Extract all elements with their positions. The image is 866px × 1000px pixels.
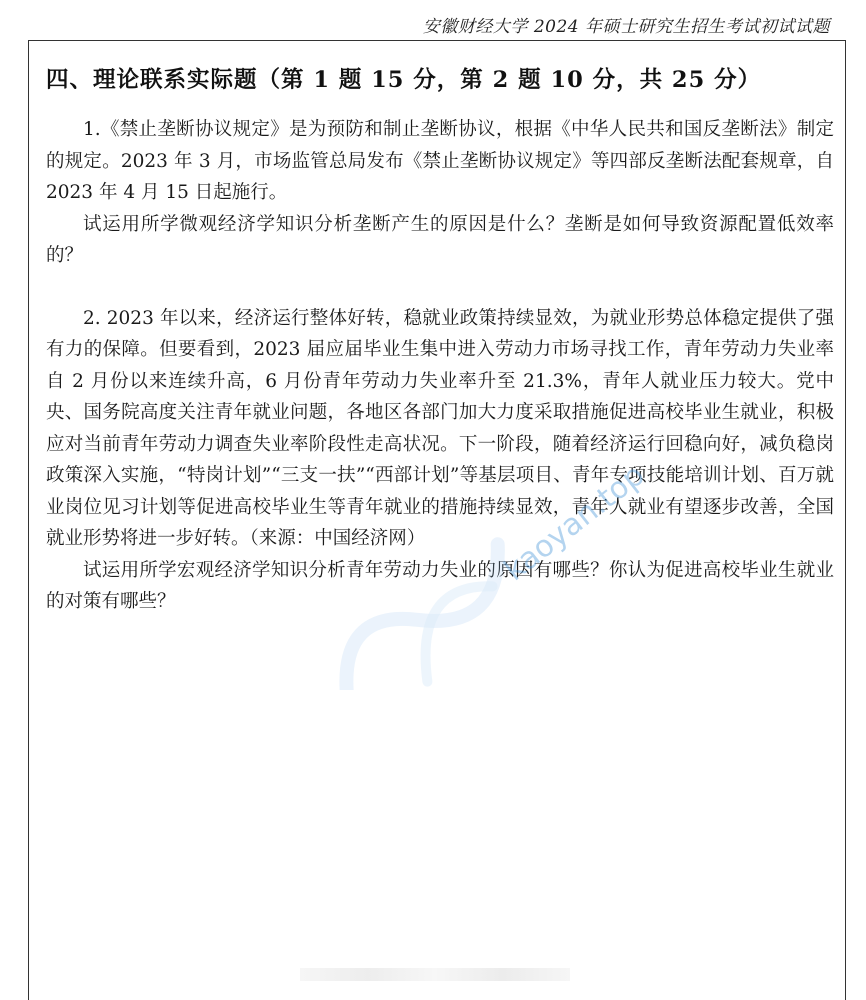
watermark-text: kaoyan.top [497,457,652,589]
faint-scan-artifact [300,968,570,981]
question-1-background: 1.《禁止垄断协议规定》是为预防和制止垄断协议，根据《中华人民共和国反垄断法》制定的规定。2023 年 3 月，市场监管总局发布《禁止垄断协议规定》等四部反垄断法配套规章，自 2023 年 4 月 15 日起施行。 [46,119,834,203]
question-content [46,114,834,618]
question-2-prompt: 试运用所学宏观经济学知识分析青年劳动力失业的原因有哪些？你认为促进高校毕业生就业的对策有哪些？ [46,559,834,612]
exam-header-title: 安徽财经大学 2024 年硕士研究生招生考试初试试题 [422,17,830,37]
question-2-background: 2. 2023 年以来，经济运行整体好转，稳就业政策持续显效，为就业形势总体稳定提供了强有力的保障。但要看到，2023 届应届毕业生集中进入劳动力市场寻找工作，青年劳动力失业率自 2 月份以来连续升高，6 月份青年劳动力失业率升至 21.3%，青年人就业压力较大。党中央、国务院高度关注青年就业问题，各地区各部门加大力度采取措施促进高校毕业生就业，积极应对当前青年劳动力调查失业率阶段性走高状况。下一阶段，随着经济运行回稳向好，减负稳岗政策深入实施，“特岗计划”“三支一扶”“西部计划”等基层项目、青年专项技能培训计划、百万就业岗位见习计划等促进高校毕业生等青年就业的措施持续显效，青年人就业有望逐步改善，全国就业形势将进一步好转。（来源：中国经济网） [46,307,834,549]
question-1-prompt: 试运用所学微观经济学知识分析垄断产生的原因是什么？垄断是如何导致资源配置低效率的？ [46,213,834,266]
section-heading: 四、理论联系实际题（第 1 题 15 分，第 2 题 10 分，共 25 分） [46,67,762,93]
